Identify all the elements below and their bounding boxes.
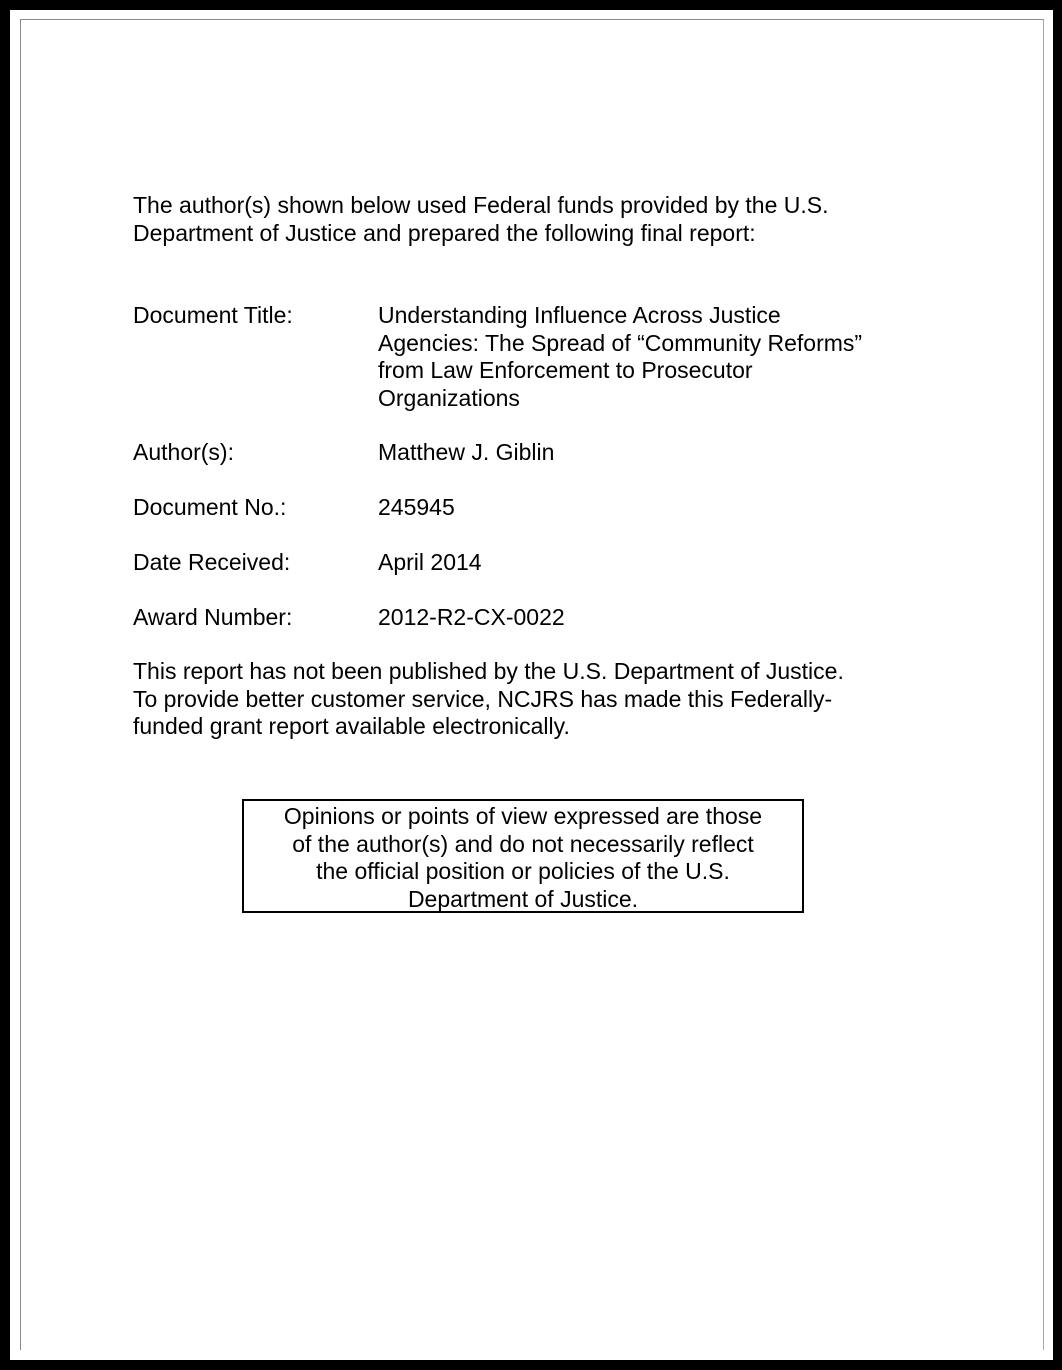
disclaimer-line: of the author(s) and do not necessarily reflect [292,830,754,857]
disclaimer-box [242,799,804,913]
publication-notice [133,658,844,741]
date-received-label: Date Received: [133,549,291,575]
document-title-value [378,302,862,412]
intro-line: The author(s) shown below used Federal funds provided by the U.S. [133,192,829,218]
disclaimer-line: Department of Justice. [407,885,639,912]
document-title-line: Organizations [378,384,520,411]
disclaimer-line: Opinions or points of view expressed are those [283,803,763,829]
authors-label: Author(s): [133,439,234,465]
notice-line: To provide better customer service, NCJRS has made this Federally- [133,685,833,712]
document-no-value: 245945 [378,494,455,520]
award-number-label: Award Number: [133,604,293,630]
intro-paragraph [133,192,829,247]
document-title-line: Agencies: The Spread of “Community Reforms” [378,329,863,356]
disclaimer-line: the official position or policies of the U.S. [316,858,730,884]
document-title-line: from Law Enforcement to Prosecutor [378,357,753,383]
notice-line: This report has not been published by the U.S. Department of Justice. [133,658,844,684]
date-received-value: April 2014 [378,549,482,575]
document-no-label: Document No.: [133,494,287,520]
intro-line: Department of Justice and prepared the following final report: [133,219,756,246]
notice-line: funded grant report available electronically. [133,713,570,739]
document-title-label: Document Title: [133,302,293,328]
disclaimer-text [244,803,802,913]
authors-value: Matthew J. Giblin [378,439,555,465]
document-title-line: Understanding Influence Across Justice [378,302,781,328]
award-number-value: 2012-R2-CX-0022 [378,604,565,630]
